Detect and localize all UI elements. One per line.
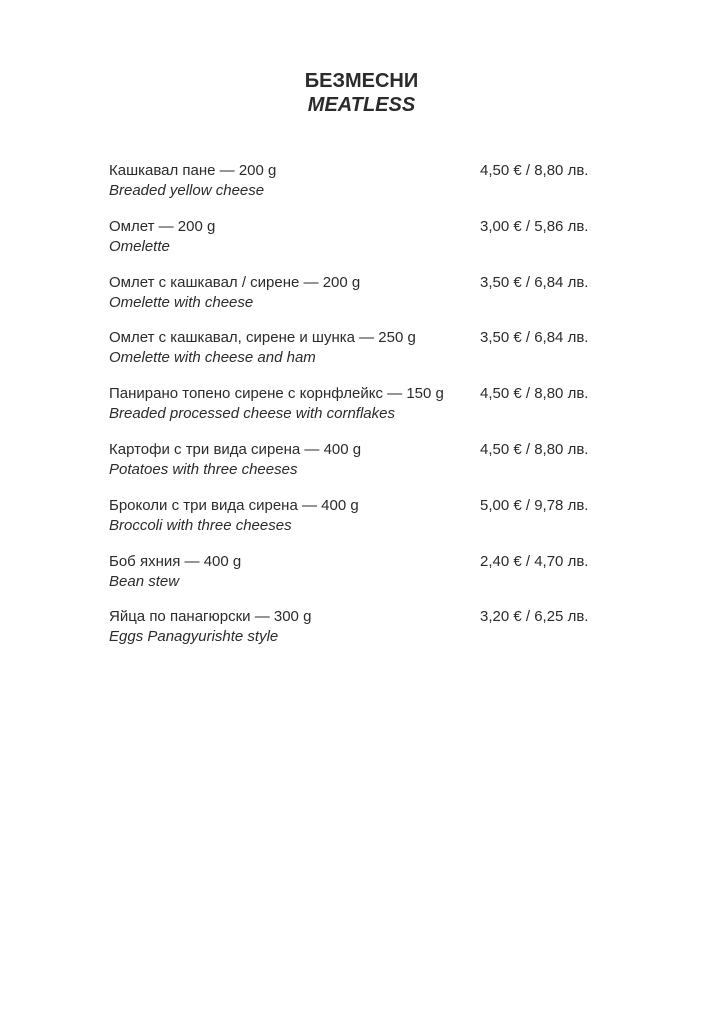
item-name-bg: Яйца по панагюрски — 300 g [109, 608, 312, 626]
menu-item [109, 496, 599, 552]
item-name-en: Broccoli with three cheeses [109, 516, 292, 534]
item-name-en: Omelette with cheese and ham [109, 349, 316, 367]
item-name-bg: Омлет — 200 g [109, 217, 216, 235]
item-price: 3,50 € / 6,84 лв. [480, 273, 589, 291]
item-name-bg: Омлет с кашкавал / сирене — 200 g [109, 273, 361, 291]
menu-item [109, 161, 599, 217]
item-name-bg: Кашкавал пане — 200 g [109, 162, 277, 179]
menu-item [109, 384, 599, 440]
item-name-bg: Боб яхния — 400 g [109, 552, 242, 570]
item-name-en: Breaded yellow cheese [109, 182, 265, 199]
section-subtitle: MEATLESS [307, 94, 416, 116]
item-name-bg: Броколи с три вида сирена — 400 g [109, 496, 359, 514]
item-price: 3,20 € / 6,25 лв. [480, 608, 589, 626]
item-price: 5,00 € / 9,78 лв. [480, 496, 589, 514]
item-name-en: Potatoes with three cheeses [109, 460, 298, 478]
item-name-bg: Панирано топено сирене с корнфлейкс — 150 g [109, 385, 444, 403]
menu-list [109, 161, 599, 663]
item-price: 4,50 € / 8,80 лв. [480, 440, 589, 458]
item-name-en: Breaded processed cheese with cornflakes [109, 405, 395, 423]
menu-item [109, 328, 599, 384]
section-title: БЕЗМЕСНИ [304, 70, 419, 92]
item-price: 4,50 € / 8,80 лв. [480, 162, 589, 179]
item-name-en: Eggs Panagyurishte style [109, 628, 279, 646]
item-price: 4,50 € / 8,80 лв. [480, 385, 589, 403]
item-name-bg: Омлет с кашкавал, сирене и шунка — 250 g [109, 329, 416, 347]
item-price: 3,00 € / 5,86 лв. [480, 217, 589, 235]
item-name-en: Bean stew [109, 572, 180, 590]
item-price: 2,40 € / 4,70 лв. [480, 552, 589, 570]
menu-item [109, 273, 599, 329]
item-price: 3,50 € / 6,84 лв. [480, 329, 589, 347]
item-name-en: Omelette [109, 237, 170, 255]
menu-item [109, 607, 599, 663]
menu-item [109, 440, 599, 496]
menu-item [109, 217, 599, 273]
menu-item [109, 552, 599, 608]
item-name-bg: Картофи с три вида сирена — 400 g [109, 440, 362, 458]
item-name-en: Omelette with cheese [109, 293, 254, 311]
menu-header [0, 69, 723, 118]
